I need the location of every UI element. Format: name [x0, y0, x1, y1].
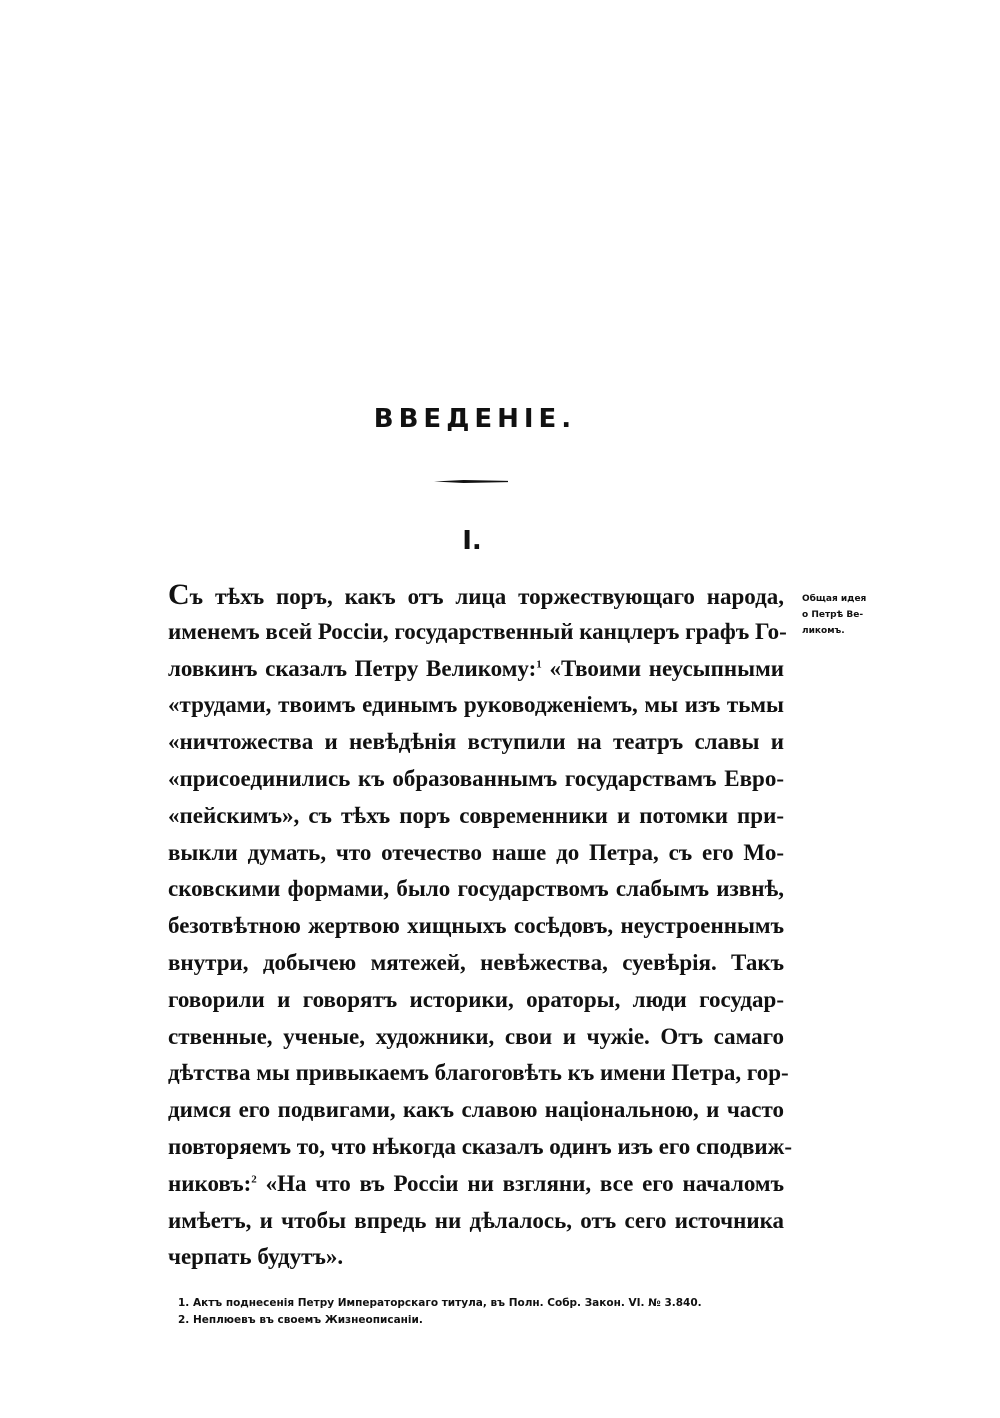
text-line: димся его подвигами, какъ славою національною, и часто: [168, 1097, 784, 1123]
margin-note-line: ликомъ.: [802, 626, 845, 636]
text-line: дѣтства мы привыкаемъ благоговѣть къ имени Петра, гор-: [168, 1060, 789, 1086]
text-line: повторяемъ то, что нѣкогда сказалъ одинъ изъ его сподвиж-: [168, 1133, 792, 1159]
margin-note-line: о Петрѣ Ве-: [802, 610, 864, 620]
text-line: черпать будутъ».: [168, 1244, 344, 1270]
ornamental-rule: [434, 480, 508, 483]
text-line: выкли думать, что отечество наше до Петра, съ его Мо-: [168, 839, 784, 865]
text-line: «присоединились къ образованнымъ государствамъ Евро-: [168, 765, 784, 791]
text-line: «пейскимъ», съ тѣхъ поръ современники и потомки при-: [168, 802, 784, 828]
margin-note-line: Общая идея: [802, 594, 867, 604]
footnotes: [178, 1295, 798, 1329]
text-line: ственные, ученые, художники, свои и чужіе. Отъ самаго: [168, 1023, 784, 1049]
body-text: [168, 577, 792, 1276]
footnote: 2. Неплюевъ въ своемъ Жизнеописаніи.: [178, 1314, 423, 1326]
text-line: говорили и говорятъ историки, ораторы, люди государ-: [168, 986, 784, 1012]
footnote: 1. Актъ поднесенія Петру Императорскаго титула, въ Полн. Собр. Закон. VI. № 3.840.: [178, 1297, 702, 1309]
text-line: «трудами, твоимъ единымъ руководженіемъ, мы изъ тьмы: [168, 692, 784, 718]
footnote-mark: 1: [536, 657, 542, 670]
text-line: никовъ:$^2$ «На что въ Россіи ни взгляни, все его началомъ: [168, 1170, 784, 1196]
footnote-mark: 2: [251, 1173, 257, 1186]
text-line: сковскими формами, было государствомъ слабымъ извнѣ,: [168, 876, 784, 902]
text-line: именемъ всей Россіи, государственный канцлеръ графъ Го-: [168, 618, 787, 644]
text-line: имѣетъ, и чтобы впредь ни дѣлалось, отъ сего источника: [168, 1207, 784, 1233]
text-line: внутри, добычею мятежей, невѣжества, суевѣрія. Такъ: [168, 949, 784, 975]
section-number: I.: [462, 526, 482, 556]
text-line: ловкинъ сказалъ Петру Великому:$^1$ «Твоими неусыпными: [168, 655, 784, 681]
text-line: «ничтожества и невѣдѣнія вступили на театръ славы и: [168, 729, 784, 755]
chapter-heading: ВВЕДЕНІЕ.: [373, 404, 577, 434]
lead-letter: С: [168, 578, 190, 611]
text-line: безотвѣтною жертвою хищныхъ сосѣдовъ, неустроеннымъ: [168, 913, 784, 939]
text-line: Съ тѣхъ поръ, какъ отъ лица торжествующаго народа,: [168, 578, 784, 611]
margin-note: [802, 591, 892, 639]
